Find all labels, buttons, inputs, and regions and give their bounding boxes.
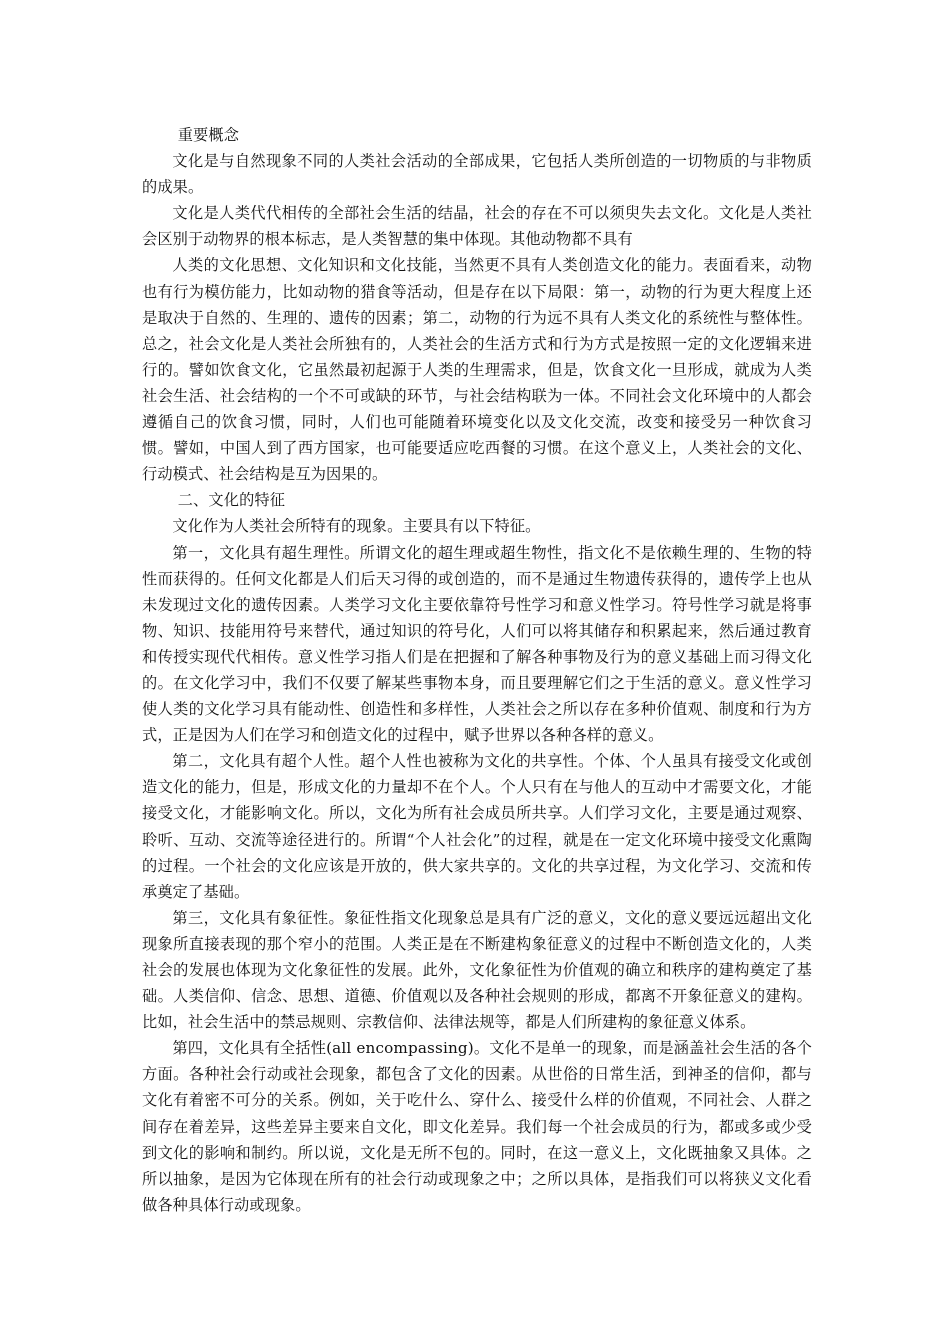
paragraph-feature-supra-physiological: 第一，文化具有超生理性。所谓文化的超生理或超生物性，指文化不是依赖生理的、生物的特性而获得的。任何文化都是人们后天习得的或创造的，而不是通过生物遗传获得的，遗传学上也从未发现过文化的遗传因素。人类学习文化主要依靠符号性学习和意义性学习。符号性学习就是将事物、知识、技能用符号来替代，通过知识的符号化，人们可以将其储存和积累起来，然后通过教育和传授实现代代相传。意义性学习指人们是在把握和了解各种事物及行为的意义基础上而习得文化的。在文化学习中，我们不仅要了解某些事物本身，而且要理解它们之于生活的意义。意义性学习使人类的文化学习具有能动性、创造性和多样性，人类社会之所以存在多种价值观、制度和行为方式，正是因为人们在学习和创造文化的过程中，赋予世界以各种各样的意义。	[142, 543, 812, 745]
paragraph-animal-limitations: 人类的文化思想、文化知识和文化技能，当然更不具有人类创造文化的能力。表面看来，动物也有行为模仿能力，比如动物的猎食等活动，但是存在以下局限：第一，动物的行为更大程度上还是取决于自然的、生理的、遗传的因素；第二，动物的行为远不具有人类文化的系统性与整体性。总之，社会文化是人类社会所独有的，人类社会的生活方式和行为方式是按照一定的文化逻辑来进行的。譬如饮食文化，它虽然最初起源于人类的生理需求，但是，饮食文化一旦形成，就成为人类社会生活、社会结构的一个不可或缺的环节，与社会结构联为一体。不同社会文化环境中的人都会遵循自己的饮食习惯，同时，人们也可能随着环境变化以及文化交流，改变和接受另一种饮食习惯。譬如，中国人到了西方国家，也可能要适应吃西餐的习惯。在这个意义上，人类社会的文化、行动模式、社会结构是互为因果的。	[142, 256, 812, 484]
paragraph-feature-supra-individual: 第二，文化具有超个人性。超个人性也被称为文化的共享性。个体、个人虽具有接受文化或创造文化的能力，但是，形成文化的力量却不在个人。个人只有在与他人的互动中才需要文化，才能接受文化，才能影响文化。所以，文化为所有社会成员所共享。人们学习文化，主要是通过观察、聆听、互动、交流等途径进行的。所谓“个人社会化”的过程，就是在一定文化环境中接受文化熏陶的过程。一个社会的文化应该是开放的，供大家共享的。文化的共享过程，为文化学习、交流和传承奠定了基础。	[142, 752, 812, 901]
paragraph-features-intro: 文化作为人类社会所特有的现象。主要具有以下特征。	[172, 517, 541, 536]
paragraph-culture-definition: 文化是与自然现象不同的人类社会活动的全部成果，它包括人类所创造的一切物质的与非物质的成果。	[142, 152, 812, 197]
paragraph-feature-all-encompassing: 第四，文化具有全括性(all encompassing)。文化不是单一的现象，而是涵盖社会生活的各个方面。各种社会行动或社会现象，都包含了文化的因素。从世俗的日常生活，到神圣的信仰，都与文化有着密不可分的关系。例如，关于吃什么、穿什么、接受什么样的价值观，不同社会、人群之间存在着差异，这些差异主要来自文化，即文化差异。我们每一个社会成员的行为，都或多或少受到文化的影响和制约。所以说，文化是无所不包的。同时，在这一意义上，文化既抽象又具体。之所以抽象，是因为它体现在所有的社会行动或现象之中；之所以具体，是指我们可以将狭义文化看做各种具体行动或现象。	[142, 1039, 812, 1214]
document-page	[142, 122, 812, 1218]
paragraph-feature-symbolic: 第三，文化具有象征性。象征性指文化现象总是具有广泛的意义，文化的意义要远远超出文化现象所直接表现的那个窄小的范围。人类正是在不断建构象征意义的过程中不断创造文化的，人类社会的发展也体现为文化象征性的发展。此外，文化象征性为价值观的确立和秩序的建构奠定了基础。人类信仰、信念、思想、道德、价值观以及各种社会规则的形成，都离不开象征意义的建构。比如，社会生活中的禁忌规则、宗教信仰、法律法规等，都是人们所建构的象征意义体系。	[142, 908, 812, 1032]
paragraph-culture-crystallization: 文化是人类代代相传的全部社会生活的结晶，社会的存在不可以须臾失去文化。文化是人类社会区别于动物界的根本标志，是人类智慧的集中体现。其他动物都不具有	[142, 204, 812, 249]
heading-important-concepts: 重要概念	[177, 126, 240, 144]
heading-culture-features: 二、文化的特征	[177, 491, 286, 510]
